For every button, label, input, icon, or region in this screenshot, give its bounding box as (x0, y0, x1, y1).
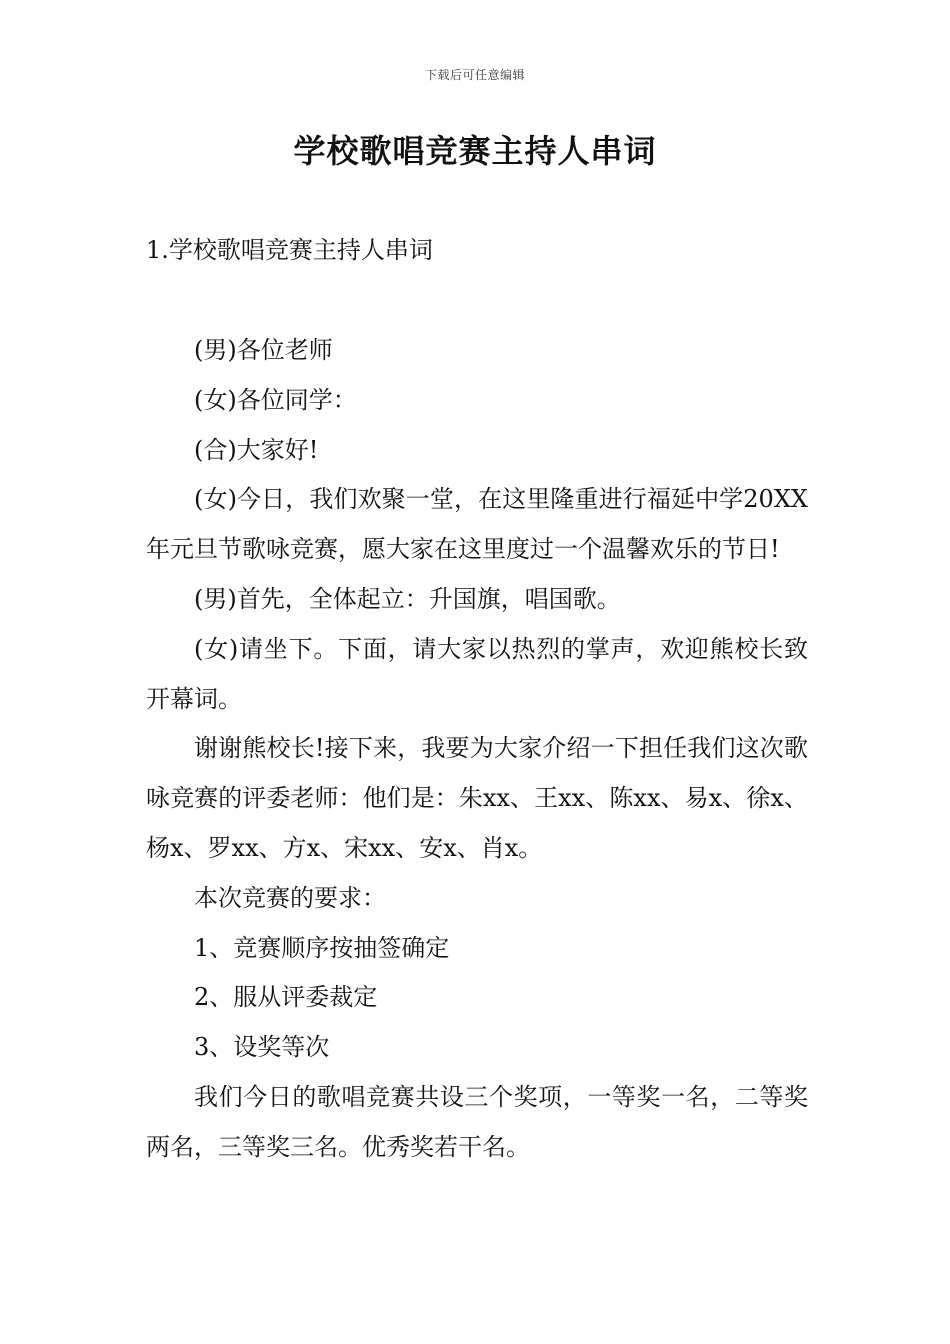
paragraph: 谢谢熊校长!接下来，我要为大家介绍一下担任我们这次歌咏竞赛的评委老师：他们是：朱xx、王xx、陈xx、易x、徐x、杨x、罗xx、方x、宋xx、安x、肖x。 (146, 734, 808, 862)
paragraph: 1、竞赛顺序按抽签确定 (194, 933, 450, 962)
paragraph: (男)首先，全体起立：升国旗，唱国歌。 (194, 584, 621, 613)
paragraph: (女)各位同学： (194, 385, 357, 414)
document-body (146, 326, 808, 1173)
paragraph: (女)请坐下。下面，请大家以热烈的掌声，欢迎熊校长致开幕词。 (146, 634, 808, 713)
paragraph: (合)大家好! (194, 435, 319, 464)
section-heading: 1.学校歌唱竞赛主持人串词 (146, 236, 433, 264)
paragraph: 3、设奖等次 (194, 1033, 330, 1062)
paragraph: 我们今日的歌唱竞赛共设三个奖项，一等奖一名，二等奖两名，三等奖三名。优秀奖若干名。 (146, 1082, 808, 1161)
document-title: 学校歌唱竞赛主持人串词 (293, 132, 657, 170)
paragraph: (男)各位老师 (194, 336, 333, 364)
paragraph: 2、服从评委裁定 (194, 983, 378, 1012)
paragraph: 本次竞赛的要求： (194, 883, 386, 912)
paragraph: (女)今日，我们欢聚一堂，在这里隆重进行福延中学20XX年元旦节歌咏竞赛，愿大家在这里度过一个温馨欢乐的节日! (146, 485, 808, 564)
header-note: 下载后可任意编辑 (424, 68, 525, 82)
